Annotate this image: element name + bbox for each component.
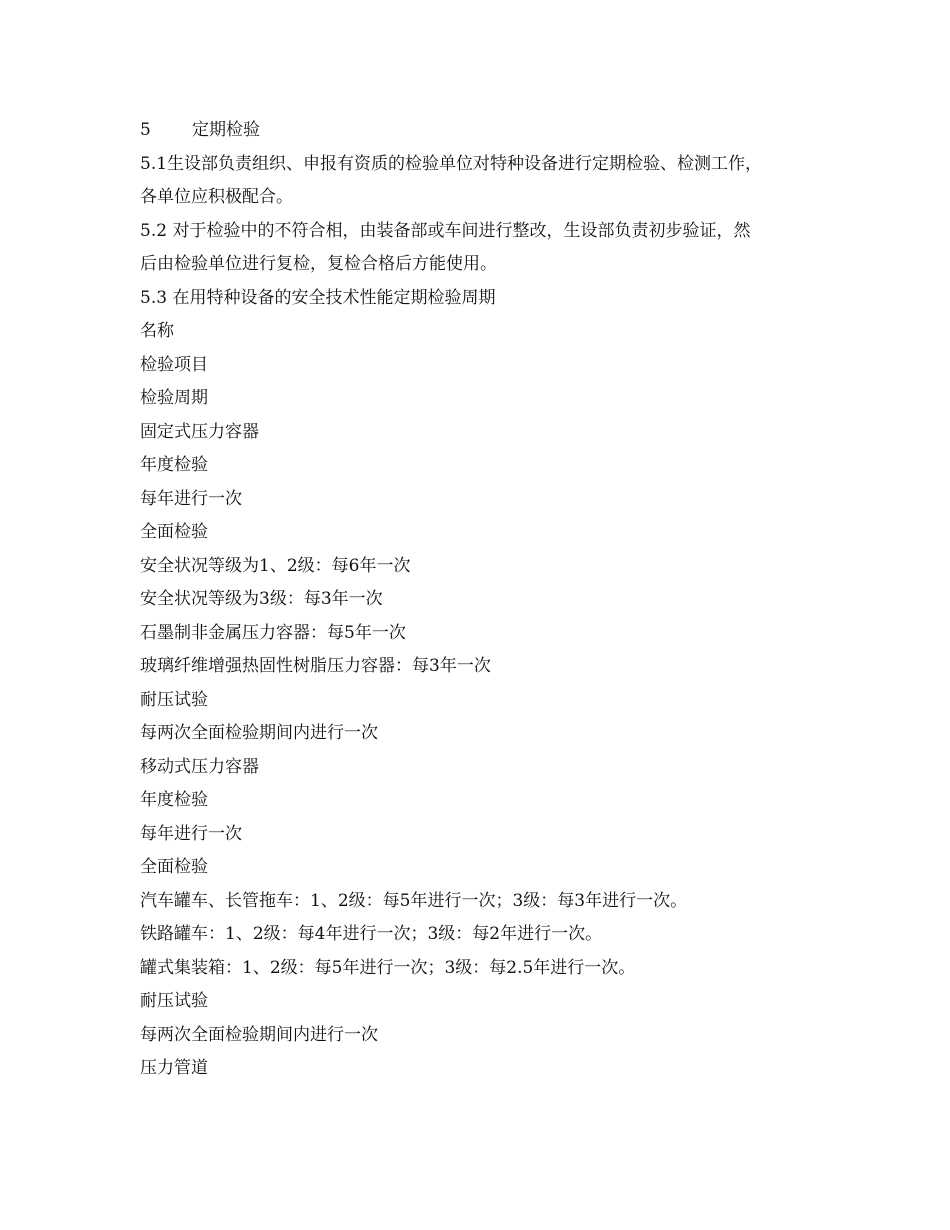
- document-body: [140, 114, 830, 1086]
- table-line: 年度检验: [140, 455, 208, 475]
- table-header-period: 检验周期: [140, 388, 208, 408]
- table-line: 石墨制非金属压力容器：每5年一次: [140, 622, 406, 643]
- table-line: 铁路罐车：1、2级：每4年进行一次；3级：每2年进行一次。: [140, 924, 603, 944]
- table-line: 每年进行一次: [140, 823, 242, 844]
- table-line: 汽车罐车、长管拖车：1、2级：每5年进行一次；3级：每3年进行一次。: [140, 890, 688, 911]
- paragraph-5-1-line-2: 各单位应积极配合。: [140, 187, 293, 207]
- section-number: 5: [140, 120, 151, 140]
- table-line: 安全状况等级为3级：每3年一次: [140, 589, 383, 609]
- table-line: 全面检验: [140, 857, 208, 877]
- paragraph-5-3-heading: 5.3 在用特种设备的安全技术性能定期检验周期: [140, 287, 496, 308]
- table-line: 年度检验: [140, 790, 208, 810]
- table-line: 玻璃纤维增强热固性树脂压力容器：每3年一次: [140, 656, 491, 676]
- paragraph-5-2-line-1: 5.2 对于检验中的不符合相，由装备部或车间进行整改，生设部负责初步验证，然: [140, 220, 751, 241]
- table-line: 移动式压力容器: [140, 756, 259, 777]
- table-header-name: 名称: [140, 321, 174, 341]
- table-line: 每两次全面检验期间内进行一次: [140, 723, 378, 743]
- table-line: 全面检验: [140, 522, 208, 542]
- paragraph-5-1-line-1: 5.1生设部负责组织、申报有资质的检验单位对特种设备进行定期检验、检测工作，: [140, 153, 763, 174]
- table-line: 罐式集装箱：1、2级：每5年进行一次；3级：每2.5年进行一次。: [140, 957, 636, 978]
- table-header-item: 检验项目: [140, 354, 208, 375]
- table-line: 固定式压力容器: [140, 421, 259, 442]
- table-line: 耐压试验: [140, 689, 208, 710]
- table-line: 耐压试验: [140, 991, 208, 1011]
- table-line: 每年进行一次: [140, 488, 242, 509]
- table-line: 每两次全面检验期间内进行一次: [140, 1024, 378, 1045]
- paragraph-5-2-line-2: 后由检验单位进行复检，复检合格后方能使用。: [140, 254, 497, 274]
- table-line: 安全状况等级为1、2级：每6年一次: [140, 555, 411, 576]
- section-heading: [140, 114, 830, 148]
- table-line: 压力管道: [140, 1058, 208, 1078]
- section-title: 定期检验: [192, 120, 260, 140]
